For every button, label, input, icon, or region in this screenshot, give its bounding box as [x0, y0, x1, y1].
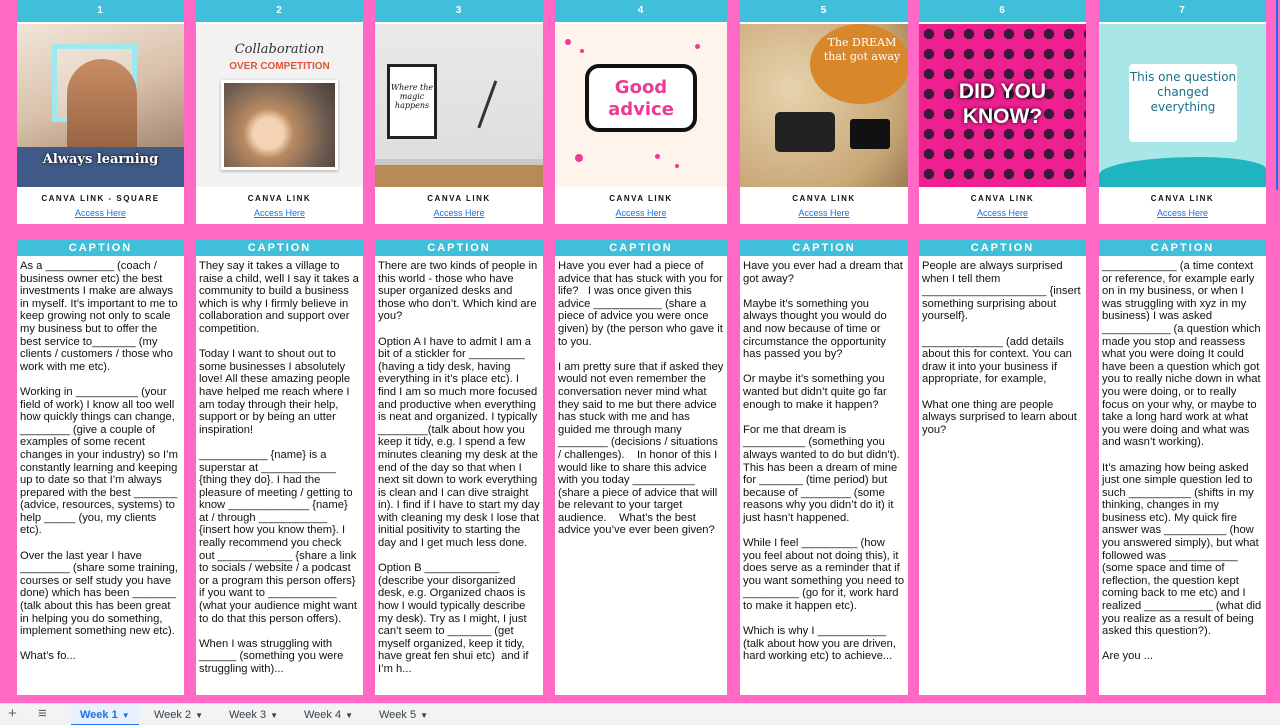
- tab-week-2[interactable]: [145, 704, 212, 725]
- column-number: 5: [740, 0, 908, 22]
- add-sheet-icon[interactable]: +: [8, 705, 17, 722]
- column-1: [17, 0, 184, 224]
- caption-cell-5[interactable]: [740, 240, 908, 695]
- tab-label: Week 4: [304, 709, 342, 721]
- selection-border: [1276, 0, 1278, 190]
- thumbnail-image: [196, 24, 363, 187]
- wallet-graphic: [850, 119, 890, 149]
- caption-cell-1[interactable]: [17, 240, 184, 695]
- caption-text: Have you ever had a dream that got away? Maybe it’s something you always thought you would do and now because of time or circumstance the opportunity has passed you by? Or maybe it’s something you wanted but didn’t quite go far enough to make it happen? For me that dream is __________ (something you always wanted to do but didn’t). This has been a dream of mine for _______ (time period) but because of ________ (some reasons why you didn’t do it) it just hasn’t happened. While I feel _________ (how you feel about not doing this), it does serve as a reminder that if you want something you need to _________ (go for it, work hard to make it happen etc). Which is why I ___________ (talk about how you are driven, hard working etc) to achieve...: [743, 260, 905, 663]
- caption-cell-3[interactable]: [375, 240, 543, 695]
- thumbnail-image: [740, 24, 908, 187]
- column-7: [1099, 0, 1266, 224]
- access-here-link[interactable]: Access Here: [976, 208, 1029, 218]
- tab-label: Week 2: [154, 709, 192, 721]
- canva-link-title: CANVA LINK: [970, 194, 1035, 203]
- canva-link-title: CANVA LINK: [247, 194, 312, 203]
- caption-header: CAPTION: [555, 240, 727, 256]
- image-subtitle: OVER COMPETITION: [229, 61, 330, 72]
- thumbnail-image: [17, 24, 184, 187]
- image-title: Collaboration: [234, 42, 325, 57]
- caption-header: CAPTION: [17, 240, 184, 256]
- caption-cell-7[interactable]: [1099, 240, 1266, 695]
- caret-down-icon[interactable]: ▼: [195, 711, 204, 720]
- column-6: [919, 0, 1086, 224]
- image-text: Always learning: [42, 152, 159, 167]
- canva-link-title: CANVA LINK: [609, 194, 673, 203]
- caption-text: People are always surprised when I tell them ____________________ {insert something surprising about yourself}. _____________ (add details about this for context. You can draw it into your business if appropriate, for example, What one thing are people always surprised to learn about you?: [922, 260, 1081, 436]
- column-number: 7: [1099, 0, 1266, 22]
- access-here-link[interactable]: Access Here: [1156, 208, 1209, 218]
- caption-header: CAPTION: [375, 240, 543, 256]
- tab-label: Week 1: [80, 709, 118, 721]
- hat-text: The DREAM that got away: [823, 36, 901, 63]
- decor-dot: [695, 44, 700, 49]
- caption-cell-6[interactable]: [919, 240, 1086, 695]
- access-here-link[interactable]: Access Here: [433, 208, 485, 218]
- thumbnail-image: [375, 24, 543, 187]
- note-text: This one question changed everything: [1129, 64, 1237, 142]
- image-card: [17, 22, 184, 224]
- canva-link-title: CANVA LINK: [792, 194, 856, 203]
- caption-header: CAPTION: [919, 240, 1086, 256]
- caption-text: Have you ever had a piece of advice that has stuck with you for life? I was once given this advice ___________ (share a piece of advice you were once given) by (the person who gave it to you. I am pretty sure that if asked they would not even remember the conversation never mind what they said to me but there advice has stuck with me and has guided me through many ________ (decisions / situations / challenges). In honor of this I would like to share this advice with you today __________ (share a piece of advice that will be relevant to your target audience. What’s the best advice you’ve ever been given?: [558, 260, 724, 537]
- image-card: [375, 22, 543, 224]
- caret-down-icon[interactable]: ▼: [420, 711, 429, 720]
- caption-cell-4[interactable]: [555, 240, 727, 695]
- decor-dot: [675, 164, 679, 168]
- caret-down-icon[interactable]: ▼: [345, 711, 354, 720]
- column-3: [375, 0, 543, 224]
- decor-dot: [580, 49, 584, 53]
- sheet-tab-bar: [0, 703, 1280, 725]
- column-2: [196, 0, 363, 224]
- canva-link-title: CANVA LINK - SQUARE: [41, 194, 160, 203]
- access-here-link[interactable]: Access Here: [615, 208, 667, 218]
- column-4: [555, 0, 727, 224]
- access-here-link[interactable]: Access Here: [253, 208, 306, 218]
- caret-down-icon[interactable]: ▼: [270, 711, 279, 720]
- lamp-graphic: [477, 80, 522, 137]
- tab-week-1[interactable]: [71, 704, 139, 725]
- tab-week-3[interactable]: [220, 704, 287, 725]
- thumbnail-image: [1099, 24, 1266, 187]
- thumbnail-image: [919, 24, 1086, 187]
- image-card: [919, 22, 1086, 224]
- column-5: [740, 0, 908, 224]
- image-card: [740, 22, 908, 224]
- caption-header: CAPTION: [740, 240, 908, 256]
- floor-graphic: [375, 165, 543, 187]
- caption-text: ____________ (a time context or reference, for example early on in my business, or when I was struggling with xyz in my business) I was asked ___________ (a question which made you stop and reassess what you were doing It could have been a question which got you to really niche down in what you were doing, or to really focus on your why, or maybe to take a long hard work at what you were doing and what was and wasn’t working). It’s amazing how being asked just one simple question led to such __________ (shifts in my thinking, changes in my business etc). My quick fire answer was __________ (how you answered simply), but what followed was ___________ (some space and time of reflection, the question kept coming back to me etc) and I realized ___________ (what did you realize as a result of being asked this question?). Are you ...: [1102, 260, 1262, 663]
- canva-link-title: CANVA LINK: [427, 194, 491, 203]
- tab-label: Week 3: [229, 709, 267, 721]
- column-number: 6: [919, 0, 1086, 22]
- tab-week-4[interactable]: [295, 704, 362, 725]
- decor-dot: [575, 154, 583, 162]
- image-card: [196, 22, 363, 224]
- caret-down-icon[interactable]: ▼: [121, 711, 130, 720]
- decor-dot: [655, 154, 660, 159]
- column-number: 3: [375, 0, 543, 22]
- access-here-link[interactable]: Access Here: [74, 208, 127, 218]
- caption-cell-2[interactable]: [196, 240, 363, 695]
- image-text: DID YOU KNOW?: [958, 80, 1047, 128]
- column-number: 1: [17, 0, 184, 22]
- tab-week-5[interactable]: [370, 704, 437, 725]
- column-number: 2: [196, 0, 363, 22]
- image-card: [555, 22, 727, 224]
- team-photo: [221, 80, 338, 170]
- decor-dot: [565, 39, 571, 45]
- wave-graphic: [1099, 157, 1266, 187]
- caption-text: They say it takes a village to raise a child, well I say it takes a community to build a business which is why I firmly believe in collaboration and support over competition. Today I want to shout out to some businesses I absolutely love! All these amazing people have helped me reach where I am today through their help, support or by being an utter inspiration! ___________ {name} is a superstar at ____________ {thing they do}. I had the pleasure of meeting / getting to know _____________ {name} at / through ___________ {insert how you know them}. I really recommend you check out ____________ {share a link to socials / website / a podcast or a program this person offers} if you want to ___________ (what your audience might want to do that this person offers). When I was struggling with ______ (something you were struggling with)...: [199, 260, 359, 675]
- column-number: 4: [555, 0, 727, 22]
- tab-label: Week 5: [379, 709, 417, 721]
- caption-text: As a ___________ (coach / business owner etc) the best investments I make are always in myself. It’s important to me to keep growing not only to scale my business but to offer the best service to_______ (my clients / customers / those who work with me etc). Working in __________ (your field of work) I know all too well how quickly things can change, ________ (give a couple of examples of some recent changes in your industry) so I’m constantly learning and keeping up to date so that I’m always prepared with the best _______ (advice, resources, systems) to help _____ (you, my clients etc). Over the last year I have ________ (share some training, courses or self study you have done) which has been _______ (talk about this has been great in helping you do something, implement something new etc). What’s fo...: [20, 260, 178, 663]
- speech-bubble-text: Good advice: [585, 64, 697, 132]
- access-here-link[interactable]: Access Here: [798, 208, 850, 218]
- canva-link-title: CANVA LINK: [1150, 194, 1215, 203]
- all-sheets-menu-icon[interactable]: ≡: [38, 705, 47, 722]
- poster-text: Where the magic happens: [387, 64, 437, 139]
- thumbnail-image: [555, 24, 727, 187]
- image-card: [1099, 22, 1266, 224]
- camera-graphic: [775, 112, 835, 152]
- caption-text: There are two kinds of people in this world - those who have super organized desks and those who don’t. Which kind are you? Option A I have to admit I am a bit of a stickler for _________ (having a tidy desk, having everything in it’s place etc). I find I am so much more focused and productive when everything is neat and organized. I typically ________(talk about how you keep it tidy, e.g. I spend a few minutes cleaning my desk at the end of the day so that when I next sit down to work everything is clean and I can dive straight in). I find if I have to start my day with cleaning my desk I lose that initial positivity to starting the day and I get much less done. Option B ____________ (describe your disorganized desk, e.g. Organized chaos is how I would typically describe my desk). Try as I might, I just can’t seem to _______ (get myself organized, keep it tidy, have great fen shui etc) and if I’m h...: [378, 260, 540, 675]
- caption-header: CAPTION: [1099, 240, 1266, 256]
- caption-header: CAPTION: [196, 240, 363, 256]
